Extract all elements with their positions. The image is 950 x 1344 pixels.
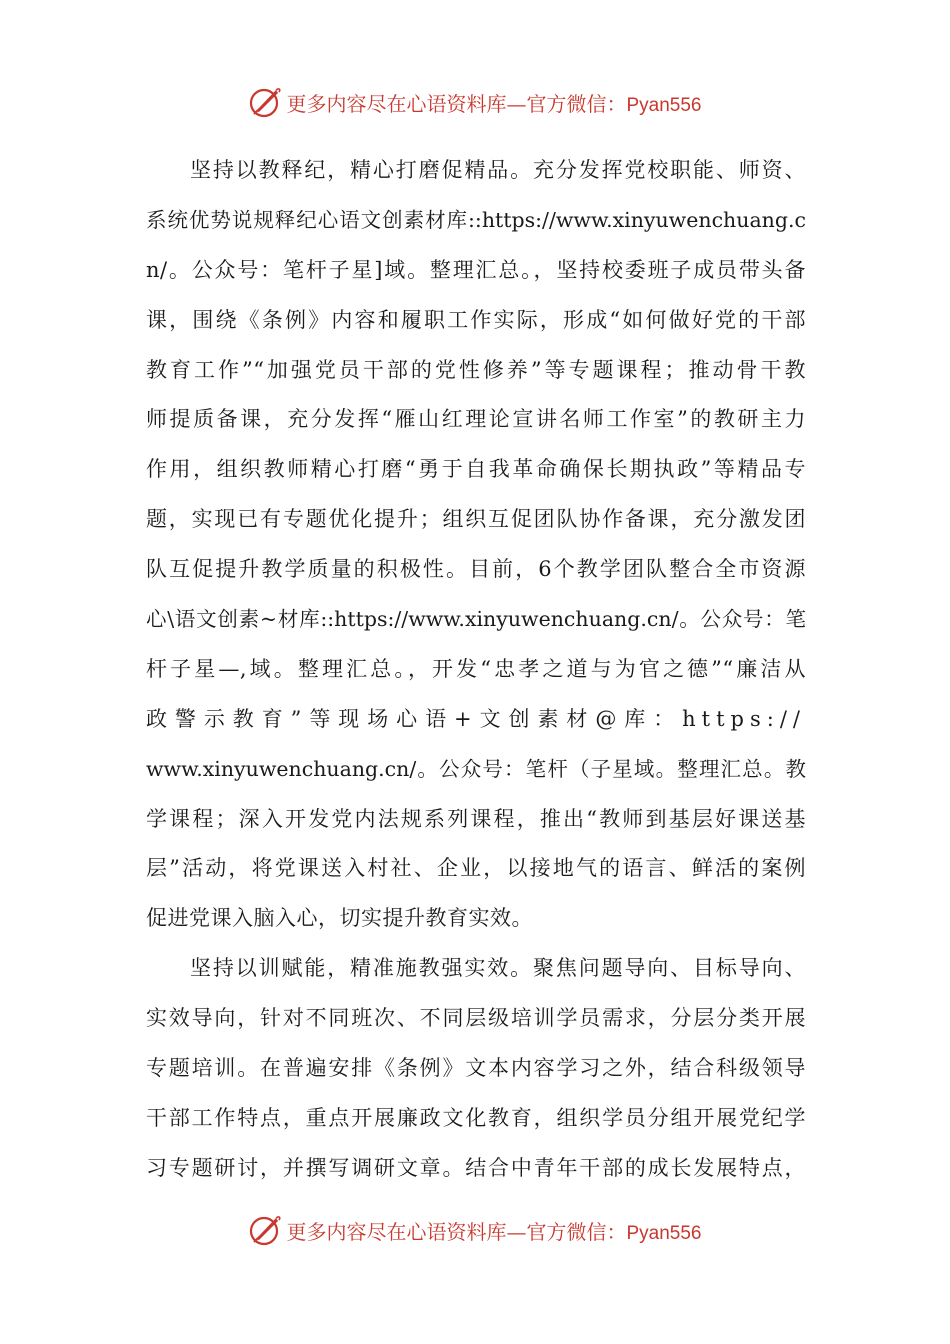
text-line: 干部工作特点，重点开展廉政文化教育，组织学员分组开展党纪学 (146, 1105, 806, 1130)
banner-label: 更多内容尽在心语资料库—官方微信： (286, 1219, 627, 1244)
banner-wechat-id: Pyan556 (626, 94, 702, 116)
text-line: 课，围绕《条例》内容和履职工作实际，形成“如何做好党的干部 (146, 307, 806, 332)
quill-logo-icon (248, 85, 282, 119)
text-line: 专题培训。在普遍安排《条例》文本内容学习之外，结合科级领导 (146, 1056, 806, 1081)
text-line: 教育工作”“加强党员干部的党性修养”等专题课程；推动骨干教 (146, 357, 806, 382)
text-line: 系统优势说规释纪心语文创素材库::https://www.xinyuwenchuang.c (146, 207, 806, 232)
text-line: 坚持以教释纪，精心打磨促精品。充分发挥党校职能、师资、 (190, 158, 806, 182)
quill-logo-icon (248, 1213, 282, 1247)
text-line: 队互促提升教学质量的积极性。目前，6个教学团队整合全市资源 (146, 557, 806, 582)
text-line: 习专题研讨，并撰写调研文章。结合中青年干部的成长发展特点， (146, 1155, 806, 1180)
paragraph-1 (146, 146, 806, 944)
text-line: 作用，组织教师精心打磨“勇于自我革命确保长期执政”等精品专 (146, 457, 806, 482)
text-line: 促进党课入脑入心，切实提升教育实效。 (146, 906, 533, 931)
text-line: 学课程；深入开发党内法规系列课程，推出“教师到基层好课送基 (146, 806, 806, 831)
text-line: 实效导向，针对不同班次、不同层级培训学员需求，分层分类开展 (146, 1006, 806, 1031)
banner-wechat-id: Pyan556 (626, 1222, 702, 1244)
banner-text (286, 88, 701, 117)
text-line: 题，实现已有专题优化提升；组织互促团队协作备课，充分激发团 (146, 507, 806, 532)
banner-text (286, 1216, 701, 1245)
footer-banner (0, 1210, 950, 1250)
text-line: 政警示教育”等现场心语+文创素材@库：https:// (146, 706, 806, 731)
text-line: 杆子星—,域。整理汇总。，开发“忠孝之道与为官之德”“廉洁从 (146, 656, 806, 681)
document-body (146, 146, 806, 1194)
text-line: 心\语文创素~材库::https://www.xinyuwenchuang.cn/。公众号：笔 (146, 607, 806, 632)
banner-label: 更多内容尽在心语资料库—官方微信： (286, 91, 627, 116)
header-banner (0, 82, 950, 122)
text-line: 层”活动，将党课送入村社、企业，以接地气的语言、鲜活的案例 (146, 856, 806, 881)
text-line: www.xinyuwenchuang.cn/。公众号：笔杆（子星域。整理汇总。教 (146, 756, 806, 781)
text-line: n/。公众号：笔杆子星]域。整理汇总。，坚持校委班子成员带头备 (146, 257, 806, 282)
text-line: 师提质备课，充分发挥“雁山红理论宣讲名师工作室”的教研主力 (146, 407, 806, 432)
text-line: 坚持以训赋能，精准施教强实效。聚焦问题导向、目标导向、 (190, 956, 806, 981)
paragraph-2 (146, 944, 806, 1193)
